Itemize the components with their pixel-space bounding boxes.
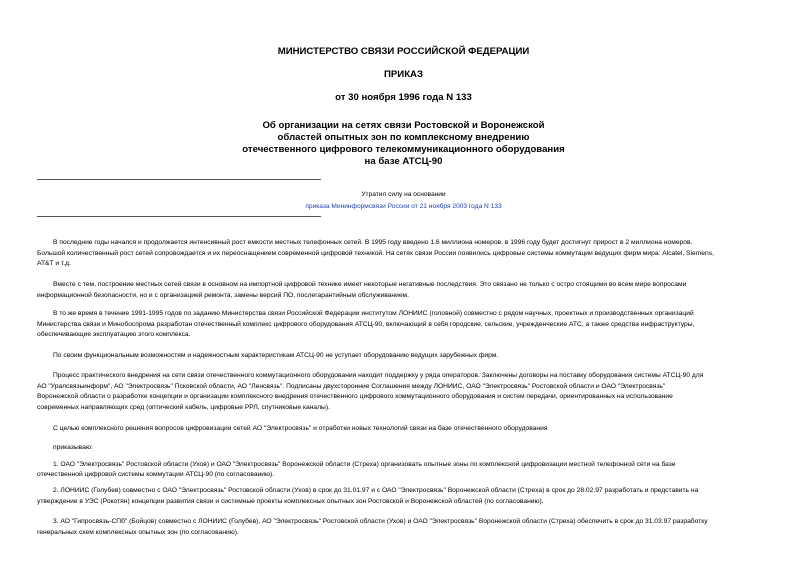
paragraph-line: отечественной цифровой системы коммутации АТСЦ-90 (по согласованию). xyxy=(37,471,275,478)
paragraph-line: утверждение в УЭС (Рокотян) концепции развития связи и системные проекты комплексных опытных зон Ростовской и Воронежской областей (по согласованию). xyxy=(37,497,544,505)
paragraph xyxy=(37,371,770,413)
paragraph xyxy=(37,443,770,481)
paragraph-line: информационной безопасности, но и с организацией ремонта, замены версий ПО, послегарантийным обслуживанием. xyxy=(37,291,410,299)
paragraph xyxy=(37,486,770,507)
title-line: на базе АТСЦ-90 xyxy=(364,156,443,167)
paragraph xyxy=(37,351,770,362)
paragraph-line: Вместе с тем, построение местных сетей связи в основном на импортной цифровой технике имеет некоторые негативные последствия. Это связано не только с остро стоящими во всем мире вопросами xyxy=(53,281,687,288)
paragraph-line: Министерства связи и Минобоспрома разработан отечественный комплекс цифрового оборудования АТСЦ-90, включающий в себя городские, сельские, учрежденческие АТС, а также средства инфраструктуры, xyxy=(37,320,695,328)
paragraph xyxy=(37,238,770,270)
status-note-link[interactable]: приказа Мининформсвязи России от 21 ноября 2003 года N 133 xyxy=(305,203,502,210)
paragraph-line: 2. ЛОНИИС (Голубев) совместно с ОАО "Электросвязь" Ростовской области (Ухов) в срок до 31.01.97 и с ОАО "Электросвязь" Воронежской области (Стреха) в срок до 28.02.97 разработать и представить на xyxy=(53,487,699,494)
paragraph-line: AT&T и т.д. xyxy=(37,260,71,267)
order-word: приказываю: xyxy=(53,444,93,451)
title-line: областей опытных зон по комплексному внедрению xyxy=(277,132,530,143)
date-number-heading: от 30 ноября 1996 года N 133 xyxy=(335,92,472,103)
paragraph-line: С целью комплексного решения вопросов цифровизации сетей АО "Электросвязь" и отработки новых технологий связи на базе отечественного оборудования xyxy=(53,425,548,432)
document-title xyxy=(0,120,807,168)
paragraph xyxy=(37,424,770,435)
paragraph-line: В последние годы начался и продолжается интенсивный рост емкости местных телефонных сетей. В 1995 году введено 1.6 миллиона номеров, в 1996 году будет достигнут прирост в 2 миллиона номеров. xyxy=(53,239,693,246)
paragraph-line: современных направляющих сред (оптический кабель, цифровые РРЛ, спутниковые каналы). xyxy=(37,403,330,411)
paragraph xyxy=(37,280,770,301)
ministry-heading: МИНИСТЕРСТВО СВЯЗИ РОССИЙСКОЙ ФЕДЕРАЦИИ xyxy=(277,46,530,57)
title-line: Об организации на сетях связи Ростовской и Воронежской xyxy=(262,120,545,131)
paragraph-line: Процесс практического внедрения на сети связи отечественного коммутационного оборудования находит поддержку у ряда операторов. Заключены договоры на поставку оборудования системы АТСЦ-90 для xyxy=(53,372,704,379)
paragraph-line: В то же время в течение 1991-1995 годов по заданию Министерства связи Российской Федерации институтом ЛОНИИС (головной) совместно с рядом научных, проектных и производственных организаций xyxy=(53,310,694,317)
title-line: отечественного цифрового телекоммуникационного оборудования xyxy=(242,144,565,155)
paragraph-line: Воронежской области о разработке концепции и организации комплексного внедрения отечественного цифрового коммутационного оборудования и систем передачи, ориентированных на использование xyxy=(37,393,673,400)
paragraph-line: По своим функциональным возможностям и надежностным характеристикам АТСЦ-90 не уступает оборудованию ведущих зарубежных фирм. xyxy=(53,352,499,359)
paragraph-line: 1. ОАО "Электросвязь" Ростовской области (Ухов) и ОАО "Электросвязь" Воронежской области (Стреха) организовать опытные зоны по комплексной цифровизации местной телефонной сети на базе xyxy=(53,460,676,468)
paragraph xyxy=(37,517,770,538)
divider-top xyxy=(37,179,321,180)
status-note: Утратил силу на основании xyxy=(361,191,446,198)
paragraph-line: 3. АО "Гипросвязь-СПб" (Бойцов) совместно с ЛОНИИС (Голубев), АО "Электросвязь" Ростовской области (Ухов) и ОАО "Электросвязь" Воронежской области (Стреха) обеспечить в срок до 31.03.97 разработку xyxy=(53,518,708,525)
paragraph xyxy=(37,309,770,341)
paragraph-line: генеральных схем комплексных опытных зон (по согласованию). xyxy=(37,528,239,536)
paragraph-line: обеспечивающие эксплуатацию этого комплекса. xyxy=(37,331,191,338)
paragraph-line: АО "Уралсвязьинформ", АО "Электросвязь" Псковской области, АО "Ленсвязь". Подписаны двухсторонние Соглашения между ЛОНИИС, ОАО "Электросвязь" Ростовской области и ОАО "Электросвязь" xyxy=(37,382,666,390)
paragraph-line: Большой количественный рост сетей сопровождается и их переоснащением современной цифровой техникой. На сетях связи России появились цифровые системы коммутации ведущих фирм мира: Alcatel, Siemens, xyxy=(37,249,714,257)
divider-bottom xyxy=(37,216,321,217)
doc-type-heading: ПРИКАЗ xyxy=(384,69,423,80)
